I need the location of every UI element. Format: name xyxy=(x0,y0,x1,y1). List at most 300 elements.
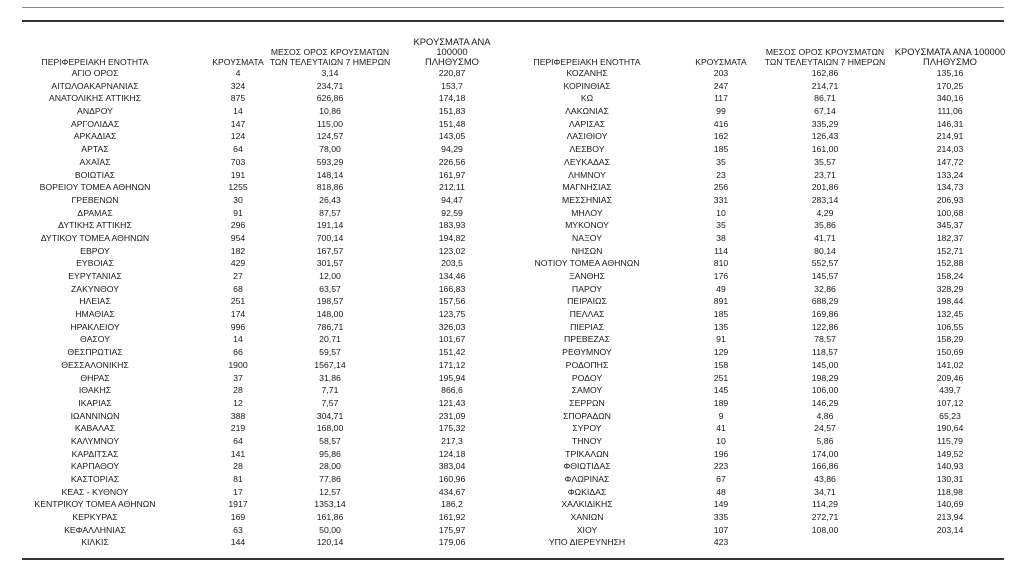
per100k-cell: 209,46 xyxy=(936,372,964,383)
cases-cell: 4 xyxy=(235,68,241,78)
avg7-cell: 162,86 xyxy=(811,68,839,78)
table-row xyxy=(521,473,1011,486)
table-row xyxy=(22,536,520,549)
table-row xyxy=(521,219,1011,232)
cases-cell: 331 xyxy=(713,194,729,205)
header-per100k-line2: ΠΛΗΘΥΣΜΟ xyxy=(923,56,977,67)
table-row xyxy=(521,92,1011,105)
per100k-cell: 111,06 xyxy=(937,106,963,117)
per100k-cell: 132,45 xyxy=(936,309,964,320)
avg7-cell: 3,14 xyxy=(321,68,339,78)
region-cell: ΤΗΝΟΥ xyxy=(571,435,603,446)
avg7-cell: 10,86 xyxy=(319,106,341,117)
region-cell: ΙΚΑΡΙΑΣ xyxy=(78,397,112,408)
avg7-cell: 95,86 xyxy=(319,448,341,459)
cases-cell: 147 xyxy=(230,118,246,129)
cases-cell: 35 xyxy=(716,156,726,167)
table-row xyxy=(22,346,520,359)
per100k-cell: 866,6 xyxy=(441,385,463,396)
avg7-cell: 31,86 xyxy=(319,372,341,383)
table-row xyxy=(22,270,520,283)
avg7-cell: 58,57 xyxy=(319,435,341,446)
table-row xyxy=(521,207,1011,220)
cases-cell: 996 xyxy=(230,321,246,332)
avg7-cell: 34,71 xyxy=(814,486,836,497)
region-cell: ΛΗΜΝΟΥ xyxy=(568,169,606,180)
region-cell: ΚΑΛΥΜΝΟΥ xyxy=(70,435,120,446)
per100k-cell: 152,88 xyxy=(936,258,964,269)
cases-cell: 196 xyxy=(713,448,729,459)
per100k-cell: 194,82 xyxy=(438,232,466,243)
per100k-cell: 158,29 xyxy=(936,334,964,345)
per100k-cell: 345,37 xyxy=(936,220,964,231)
table-rows-left xyxy=(22,67,520,549)
avg7-cell: 115,00 xyxy=(317,118,343,129)
per100k-cell: 115,79 xyxy=(937,435,963,446)
table-row xyxy=(521,232,1011,245)
header-per100k xyxy=(398,37,506,67)
region-cell: ΘΗΡΑΣ xyxy=(80,372,110,383)
top-rule-thin xyxy=(22,7,1004,8)
avg7-cell: 106,00 xyxy=(811,385,839,396)
region-cell: ΣΠΟΡΑΔΩΝ xyxy=(563,410,611,421)
region-cell: ΜΥΚΟΝΟΥ xyxy=(565,220,609,231)
table-row xyxy=(22,194,520,207)
table-row xyxy=(521,422,1011,435)
region-cell: ΝΗΣΩΝ xyxy=(571,245,603,256)
table-row xyxy=(521,80,1011,93)
cases-cell: 30 xyxy=(233,194,243,205)
table-row xyxy=(521,67,1011,80)
cases-cell: 124 xyxy=(230,131,246,142)
region-cell: ΠΑΡΟΥ xyxy=(571,283,603,294)
region-cell: ΣΥΡΟΥ xyxy=(572,423,602,434)
header-avg7-line2: ΤΩΝ ΤΕΛΕΥΤΑΙΩΝ 7 ΗΜΕΡΩΝ xyxy=(269,57,391,67)
cases-cell: 28 xyxy=(233,385,243,396)
table-row xyxy=(22,207,520,220)
cases-cell: 149 xyxy=(713,499,729,510)
per100k-cell: 226,56 xyxy=(438,156,466,167)
table-row xyxy=(22,448,520,461)
header-avg7-line2: ΤΩΝ ΤΕΛΕΥΤΑΙΩΝ 7 ΗΜΕΡΩΝ xyxy=(764,57,886,67)
per100k-cell: 174,18 xyxy=(438,93,466,104)
cases-cell: 182 xyxy=(230,245,246,256)
region-cell: ΛΕΣΒΟΥ xyxy=(569,144,605,155)
table-row xyxy=(521,270,1011,283)
per100k-cell: 186,2 xyxy=(441,499,463,510)
region-cell: ΣΑΜΟΥ xyxy=(571,385,603,396)
cases-cell: 38 xyxy=(716,232,726,243)
table-row xyxy=(521,460,1011,473)
per100k-cell: 134,46 xyxy=(438,271,466,281)
avg7-cell: 35,57 xyxy=(814,156,836,167)
avg7-cell: 12,00 xyxy=(319,271,341,281)
per100k-cell: 118,98 xyxy=(937,486,963,497)
region-cell: ΦΛΩΡΙΝΑΣ xyxy=(564,474,610,484)
region-cell: ΜΕΣΣΗΝΙΑΣ xyxy=(562,194,612,205)
cases-cell: 388 xyxy=(230,410,246,421)
cases-cell: 10 xyxy=(716,435,726,446)
cases-cell: 81 xyxy=(233,474,243,484)
cases-cell: 176 xyxy=(713,271,729,281)
avg7-cell: 24,57 xyxy=(814,423,836,434)
region-cell: ΚΟΖΑΝΗΣ xyxy=(566,68,608,78)
per100k-cell: 439,7 xyxy=(939,385,961,396)
avg7-cell: 626,86 xyxy=(316,93,344,104)
region-cell: ΔΥΤΙΚΗΣ ΑΤΤΙΚΗΣ xyxy=(58,220,132,231)
per100k-cell: 158,24 xyxy=(936,271,964,281)
avg7-cell: 283,14 xyxy=(811,194,839,205)
region-cell: ΡΕΘΥΜΝΟΥ xyxy=(562,347,612,358)
region-cell: ΠΡΕΒΕΖΑΣ xyxy=(564,334,610,345)
table-row xyxy=(521,283,1011,296)
table-row xyxy=(22,473,520,486)
cases-cell: 27 xyxy=(233,271,243,281)
per100k-cell: 340,16 xyxy=(936,93,964,104)
cases-cell: 256 xyxy=(713,182,729,193)
avg7-cell: 32,86 xyxy=(814,283,836,294)
table-left-half xyxy=(22,36,520,549)
avg7-cell: 120,14 xyxy=(316,537,344,548)
cases-cell: 68 xyxy=(233,283,243,294)
table-row xyxy=(22,410,520,423)
per100k-cell: 175,97 xyxy=(438,524,466,535)
region-cell: ΘΕΣΠΡΩΤΙΑΣ xyxy=(67,347,123,358)
avg7-cell: 818,86 xyxy=(316,182,344,193)
region-cell: ΙΘΑΚΗΣ xyxy=(78,385,112,396)
table-row xyxy=(521,245,1011,258)
avg7-cell: 148,14 xyxy=(316,169,344,180)
cases-cell: 14 xyxy=(233,106,243,117)
per100k-cell: 171,12 xyxy=(438,359,466,370)
region-cell: ΧΙΟΥ xyxy=(576,524,598,535)
avg7-cell: 78,00 xyxy=(319,144,341,155)
cases-cell: 174 xyxy=(230,309,246,320)
cases-cell: 48 xyxy=(716,486,726,497)
avg7-cell: 214,71 xyxy=(811,80,839,91)
table-row xyxy=(22,283,520,296)
table-row xyxy=(22,295,520,308)
table-row xyxy=(22,257,520,270)
avg7-cell: 688,29 xyxy=(811,296,839,307)
avg7-cell: 4,86 xyxy=(816,410,834,421)
region-cell: ΙΩΑΝΝΙΝΩΝ xyxy=(70,410,120,421)
header-avg7-line1: ΜΕΣΟΣ ΟΡΟΣ ΚΡΟΥΣΜΑΤΩΝ xyxy=(270,47,390,57)
region-cell: ΚΑΡΔΙΤΣΑΣ xyxy=(71,448,119,459)
header-per100k-line2: ΠΛΗΘΥΣΜΟ xyxy=(425,56,479,67)
region-cell: ΕΥΒΟΙΑΣ xyxy=(76,258,114,269)
region-cell: ΒΟΙΩΤΙΑΣ xyxy=(74,169,116,180)
table-row xyxy=(521,118,1011,131)
per100k-cell: 383,04 xyxy=(438,461,466,472)
region-cell: ΡΟΔΟΥ xyxy=(571,372,603,383)
per100k-cell: 157,56 xyxy=(438,296,466,307)
avg7-cell: 7,57 xyxy=(321,397,339,408)
cases-cell: 37 xyxy=(233,372,243,383)
cases-cell: 10 xyxy=(716,207,726,218)
table-row xyxy=(521,435,1011,448)
per100k-cell: 220,87 xyxy=(438,68,466,78)
cases-cell: 423 xyxy=(713,537,729,548)
region-cell: ΛΑΣΙΘΙΟΥ xyxy=(566,131,608,142)
table-row xyxy=(521,384,1011,397)
per100k-cell: 214,91 xyxy=(936,131,964,142)
avg7-cell: 1353,14 xyxy=(314,499,346,510)
avg7-cell: 593,29 xyxy=(316,156,344,167)
region-cell: ΖΑΚΥΝΘΟΥ xyxy=(71,283,119,294)
avg7-cell: 77,86 xyxy=(319,474,341,484)
cases-cell: 67 xyxy=(716,474,726,484)
avg7-cell: 59,57 xyxy=(319,347,341,358)
cases-cell: 416 xyxy=(713,118,729,129)
per100k-cell: 101,67 xyxy=(438,334,466,345)
region-cell: ΑΡΓΟΛΙΔΑΣ xyxy=(70,118,120,129)
region-cell: ΛΕΥΚΑΔΑΣ xyxy=(564,156,610,167)
avg7-cell: 80,14 xyxy=(814,245,836,256)
avg7-cell: 272,71 xyxy=(811,512,839,523)
cases-cell: 219 xyxy=(230,423,246,434)
table-row xyxy=(521,295,1011,308)
avg7-cell: 167,57 xyxy=(316,245,344,256)
avg7-cell: 145,00 xyxy=(811,359,839,370)
per100k-cell: 203,14 xyxy=(936,524,964,535)
table-row xyxy=(22,524,520,537)
avg7-cell: 166,86 xyxy=(811,461,839,472)
cases-cell: 91 xyxy=(233,207,243,218)
avg7-cell: 43,86 xyxy=(814,474,836,484)
region-cell: ΠΙΕΡΙΑΣ xyxy=(570,321,604,332)
per100k-cell: 214,03 xyxy=(936,144,964,155)
header-per100k xyxy=(892,47,1008,67)
region-cell: ΝΟΤΙΟΥ ΤΟΜΕΑ ΑΘΗΝΩΝ xyxy=(534,258,640,269)
table-row xyxy=(521,169,1011,182)
region-cell: ΚΑΣΤΟΡΙΑΣ xyxy=(70,474,120,484)
table-row xyxy=(22,232,520,245)
avg7-cell: 161,00 xyxy=(811,144,839,155)
avg7-cell: 12,57 xyxy=(319,486,341,497)
bottom-rule xyxy=(22,558,1004,560)
region-cell: ΚΙΛΚΙΣ xyxy=(81,537,109,548)
table-row xyxy=(22,333,520,346)
avg7-cell: 198,29 xyxy=(811,372,839,383)
avg7-cell: 50,00 xyxy=(319,524,341,535)
table-row xyxy=(22,384,520,397)
avg7-cell: 161,86 xyxy=(316,512,344,523)
per100k-cell: 151,48 xyxy=(438,118,466,129)
per100k-cell: 195,94 xyxy=(438,372,466,383)
table-right-half xyxy=(521,42,1011,549)
per100k-cell: 434,67 xyxy=(438,486,466,497)
table-header-left xyxy=(22,36,520,67)
per100k-cell: 151,42 xyxy=(438,347,466,358)
region-cell: ΘΑΣΟΥ xyxy=(79,334,111,345)
cases-cell: 28 xyxy=(233,461,243,472)
cases-cell: 9 xyxy=(718,410,724,421)
cases-cell: 251 xyxy=(713,372,729,383)
region-cell: ΑΡΤΑΣ xyxy=(81,144,109,155)
per100k-cell: 140,69 xyxy=(936,499,964,510)
cases-cell: 64 xyxy=(233,144,243,155)
table-row xyxy=(22,486,520,499)
region-cell: ΧΑΝΙΩΝ xyxy=(570,512,604,523)
region-cell: ΠΕΙΡΑΙΩΣ xyxy=(567,296,607,307)
per100k-cell: 190,64 xyxy=(936,423,964,434)
header-avg7 xyxy=(757,47,893,67)
top-rule xyxy=(22,20,1004,22)
region-cell: ΓΡΕΒΕΝΩΝ xyxy=(71,194,119,205)
per100k-cell: 149,52 xyxy=(936,448,964,459)
region-cell: ΔΥΤΙΚΟΥ ΤΟΜΕΑ ΑΘΗΝΩΝ xyxy=(40,232,150,243)
region-cell: ΗΡΑΚΛΕΙΟΥ xyxy=(70,321,120,332)
table-row xyxy=(22,372,520,385)
cases-cell: 114 xyxy=(714,245,728,256)
header-region: ΠΕΡΙΦΕΡΕΙΑΚΗ ΕΝΟΤΗΤΑ xyxy=(41,57,149,67)
avg7-cell: 126,43 xyxy=(811,131,839,142)
table-row xyxy=(22,181,520,194)
table-row xyxy=(521,486,1011,499)
per100k-cell: 161,97 xyxy=(438,169,466,180)
cases-cell: 141 xyxy=(230,448,246,459)
table-row xyxy=(22,219,520,232)
region-cell: ΗΛΕΙΑΣ xyxy=(79,296,111,307)
cases-cell: 324 xyxy=(230,80,246,91)
avg7-cell: 168,00 xyxy=(316,423,344,434)
table-row xyxy=(22,422,520,435)
per100k-cell: 147,72 xyxy=(936,156,964,167)
region-cell: ΑΝΑΤΟΛΙΚΗΣ ΑΤΤΙΚΗΣ xyxy=(48,93,142,104)
region-cell: ΔΡΑΜΑΣ xyxy=(77,207,113,218)
per100k-cell: 151,83 xyxy=(438,106,466,117)
table-row xyxy=(521,372,1011,385)
table-row xyxy=(22,397,520,410)
avg7-cell: 148,00 xyxy=(316,309,344,320)
avg7-cell: 28,00 xyxy=(319,461,341,472)
avg7-cell: 146,29 xyxy=(811,397,839,408)
cases-cell: 810 xyxy=(713,258,729,269)
per100k-cell: 213,94 xyxy=(936,512,964,523)
per100k-cell: 106,55 xyxy=(936,321,964,332)
region-cell: ΒΟΡΕΙΟΥ ΤΟΜΕΑ ΑΘΗΝΩΝ xyxy=(39,182,151,193)
cases-cell: 335 xyxy=(713,512,729,523)
region-cell: ΚΑΒΑΛΑΣ xyxy=(74,423,116,434)
region-cell: ΑΙΤΩΛΟΑΚΑΡΝΑΝΙΑΣ xyxy=(51,80,139,91)
header-per100k-line1: ΚΡΟΥΣΜΑΤΑ ΑΝΑ 100000 xyxy=(413,36,491,57)
region-cell: ΚΟΡΙΝΘΙΑΣ xyxy=(563,80,611,91)
per100k-cell: 146,31 xyxy=(936,118,964,129)
table-row xyxy=(521,359,1011,372)
cases-cell: 145 xyxy=(713,385,729,396)
table-header-right xyxy=(521,42,1011,67)
avg7-cell: 108,00 xyxy=(811,524,839,535)
region-cell: ΑΧΑΪΑΣ xyxy=(79,156,111,167)
cases-cell: 66 xyxy=(233,347,243,358)
avg7-cell: 7,71 xyxy=(321,385,339,396)
table-row xyxy=(22,67,520,80)
cases-cell: 129 xyxy=(713,347,729,358)
region-cell: ΑΝΔΡΟΥ xyxy=(77,106,113,117)
table-row xyxy=(521,105,1011,118)
per100k-cell: 130,31 xyxy=(936,474,964,484)
region-cell: ΚΩ xyxy=(580,93,594,104)
table-row xyxy=(521,257,1011,270)
per100k-cell: 160,96 xyxy=(438,474,466,484)
region-cell: ΞΑΝΘΗΣ xyxy=(568,271,606,281)
region-cell: ΛΑΚΩΝΙΑΣ xyxy=(565,106,609,117)
cases-cell: 429 xyxy=(230,258,246,269)
cases-cell: 954 xyxy=(230,232,246,243)
table-row xyxy=(22,308,520,321)
avg7-cell: 124,57 xyxy=(316,131,344,142)
per100k-cell: 141,02 xyxy=(936,359,964,370)
table-row xyxy=(521,511,1011,524)
cases-cell: 191 xyxy=(230,169,246,180)
region-cell: ΑΓΙΟ ΟΡΟΣ xyxy=(71,68,119,78)
cases-cell: 117 xyxy=(714,93,728,104)
table-row xyxy=(521,498,1011,511)
per100k-cell: 121,43 xyxy=(438,397,466,408)
header-cases: ΚΡΟΥΣΜΑΤΑ xyxy=(695,57,747,67)
table-row xyxy=(22,92,520,105)
region-cell: ΕΒΡΟΥ xyxy=(80,245,110,256)
cases-cell: 296 xyxy=(230,220,246,231)
per100k-cell: 161,92 xyxy=(438,512,466,523)
table-row xyxy=(521,536,1011,549)
cases-cell: 162 xyxy=(713,131,729,142)
per100k-cell: 134,73 xyxy=(936,182,964,193)
table-row xyxy=(521,524,1011,537)
region-cell: ΝΑΞΟΥ xyxy=(572,232,602,243)
table-row xyxy=(521,130,1011,143)
avg7-cell: 114,29 xyxy=(812,499,838,510)
per100k-cell: 133,24 xyxy=(936,169,964,180)
table-row xyxy=(22,80,520,93)
header-avg7-line1: ΜΕΣΟΣ ΟΡΟΣ ΚΡΟΥΣΜΑΤΩΝ xyxy=(765,47,885,57)
table-row xyxy=(521,308,1011,321)
header-avg7 xyxy=(260,47,400,67)
region-cell: ΗΜΑΘΙΑΣ xyxy=(75,309,115,320)
region-cell: ΕΥΡΥΤΑΝΙΑΣ xyxy=(68,271,122,281)
region-cell: ΚΑΡΠΑΘΟΥ xyxy=(70,461,120,472)
per100k-cell: 179,06 xyxy=(438,537,466,548)
per100k-cell: 175,32 xyxy=(438,423,466,434)
table-row xyxy=(521,448,1011,461)
avg7-cell: 118,57 xyxy=(812,347,838,358)
table-row xyxy=(22,130,520,143)
region-cell: ΦΘΙΩΤΙΔΑΣ xyxy=(563,461,611,472)
cases-cell: 703 xyxy=(230,156,246,167)
per100k-cell: 326,03 xyxy=(438,321,466,332)
table-row xyxy=(22,435,520,448)
table-row xyxy=(521,181,1011,194)
per100k-cell: 166,83 xyxy=(438,283,466,294)
region-cell: ΚΕΝΤΡΙΚΟΥ ΤΟΜΕΑ ΑΘΗΝΩΝ xyxy=(34,499,156,510)
avg7-cell: 4,29 xyxy=(816,207,834,218)
avg7-cell: 78,57 xyxy=(814,334,836,345)
table-row xyxy=(521,410,1011,423)
avg7-cell: 67,14 xyxy=(814,106,836,117)
per100k-cell: 153,7 xyxy=(441,80,463,91)
table-row xyxy=(521,156,1011,169)
per100k-cell: 94,47 xyxy=(441,194,463,205)
cases-cell: 12 xyxy=(233,397,243,408)
per100k-cell: 231,09 xyxy=(438,410,466,421)
cases-cell: 875 xyxy=(230,93,246,104)
per100k-cell: 183,93 xyxy=(438,220,466,231)
avg7-cell: 786,71 xyxy=(316,321,344,332)
cases-cell: 1900 xyxy=(228,359,248,370)
avg7-cell: 122,86 xyxy=(811,321,839,332)
table-row xyxy=(22,359,520,372)
